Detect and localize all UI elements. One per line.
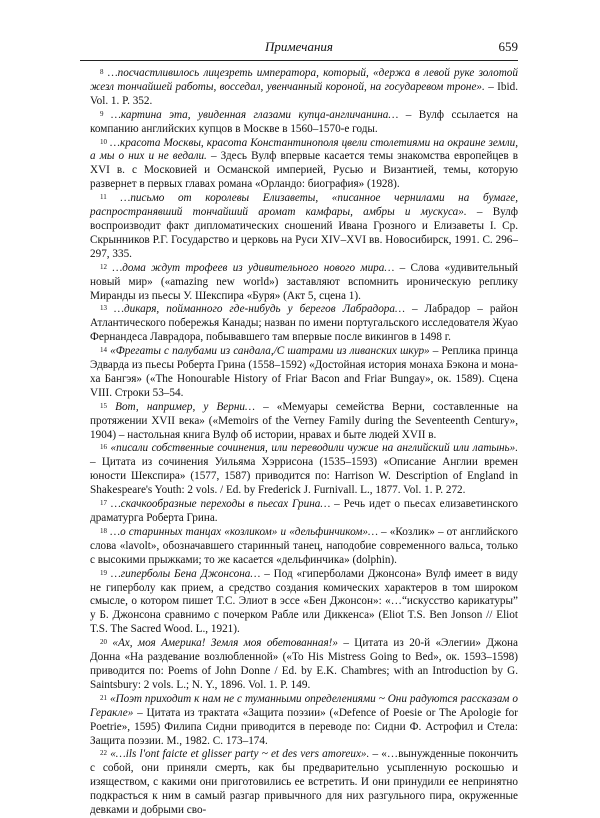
note-number: 18	[100, 526, 107, 535]
note-quote: …письмо от королевы Елизаветы, «писанное чернилами на бумаге, распространявший тончайший аромат камфары, амбры и мускуса».	[90, 192, 518, 219]
note-12	[90, 262, 518, 304]
note-quote: «писали собственные сочинения, или переводили чужие на английский или латынь».	[110, 442, 519, 455]
note-number: 16	[100, 443, 107, 452]
note-number: 17	[100, 499, 107, 508]
note-text: – Здесь Вулф впервые касается темы знакомства европейцев в XVI в. с Московией и Османской империей, Русью и Византией, темы, которую развернет в первых главах романа «Орландо: биография» (1928).	[90, 150, 518, 191]
note-quote: …дома ждут трофеев из удивительного нового мира…	[112, 261, 395, 274]
note-quote: …посчастливилось лицезреть императора, который, «держа в левой руке золотой жезл тончайшей работы, восседал, увенчанный короной, на государевом троне».	[90, 67, 518, 93]
note-9	[90, 109, 518, 137]
note-text: – Вулф ссылается на компанию английских купцов в Москве в 1560–1570-е годы.	[90, 108, 518, 135]
note-text: – Вулф воспроизводит факт дипломатических сношений Ивана Грозного и Елизаветы I. Ср. Скрынников Р.Г. Государство и церковь на Руси XIV–XVI вв. Новосибирск, 1991. С. 296–297, 335.	[90, 206, 519, 260]
note-text: – Слова «удивительный новый мир» («amazing new world») заставляют вспомнить ироническую реплику Миранды из пьесы У. Шекспира «Буря» (Акт 5, сцена 1).	[90, 261, 519, 302]
note-quote: …картина эта, увиденная глазами купца-англичанина…	[110, 108, 399, 121]
note-number: 22	[100, 749, 107, 758]
running-title: Примечания	[265, 39, 333, 54]
note-10	[90, 137, 518, 193]
note-number: 19	[100, 568, 107, 577]
note-text: – Реплика принца Эдварда из пьесы Роберта Грина (1558–1592) «Достойная история монаха Бэкона и монаха Бангэя» («The Honourable History of Friar Bacon and Friar Bungay», ок. 1589). Сцена VIII. Строки 53–54.	[90, 345, 518, 399]
note-number: 11	[100, 193, 107, 202]
note-text: – Лабрадор – район Атлантического побережья Канады; назван по имени португальского исследователя Жуао Фернандеса Лаврадора, побывавшего там впервые после викингов в 1498 г.	[90, 303, 519, 344]
note-quote: Вот, например, у Верни…	[115, 400, 255, 413]
note-number: 10	[100, 137, 107, 146]
notes-list	[90, 67, 518, 818]
note-17	[90, 498, 518, 526]
note-quote: …о старинных танцах «козликом» и «дельфинчиком»…	[110, 525, 378, 538]
note-number: 8	[100, 68, 104, 76]
note-quote: …дикаря, пойманного где-нибудь у берегов Лабрадора…	[114, 303, 405, 316]
running-header	[80, 37, 518, 57]
note-number: 14	[100, 346, 107, 355]
note-text: – «…вынужденные покончить с собой, они приняли смерть, как бы предварительно усыпленную роскошью и изяществом, с какими они приготовились ее встретить. И они принудили ее непринятно подкрасться к ним в самый разгар привычного для них разгульного пира, окруженные девками и добрыми сво-	[90, 748, 518, 817]
note-14	[90, 345, 518, 401]
note-number: 21	[100, 693, 107, 702]
note-text: – Под «гиперболами Джонсона» Вулф имеет в виду не гиперболу как прием, а средство создания комических характеров в том широком смысле, о котором пишет Т.С. Элиот в эссе «Бен Джонсон»: «…“искусство карикатуры” у Б. Джонсона сравнимо с почерком Рабле или Диккенса» (Eliot T.S. Ben Jonson // Eliot T.S. The Sacred Wood. L., 1921).	[90, 567, 518, 636]
note-quote: «Ах, моя Америка! Земля моя обетованная!»	[112, 637, 338, 650]
note-13	[90, 303, 518, 345]
note-text: – «Козлик» – от английского слова «lavolt», обозначавшего старинный танец, наподобие современного вальса, только с высокими прыжками; то же касается «дельфинчика» (dolphin).	[90, 525, 518, 566]
note-quote: …гиперболы Бена Джонсона…	[110, 567, 261, 580]
note-number: 12	[100, 262, 107, 271]
note-15	[90, 401, 518, 443]
header-rule	[80, 60, 518, 61]
note-text: – «Мемуары семейства Верни, составленные на протяжении XVII века» («Memoirs of the Verney Family during the Seventeenth Century», 1904) – настольная книга Вулф об истории, нравах и быте людей XVII в.	[90, 400, 518, 441]
note-text: – Ibid. Vol. 1. P. 352.	[90, 80, 518, 107]
note-text: – Цитата из сочинения Уильяма Хэррисона (1535–1593) «Описание Англии времен юности Шекспира» (1577, 1587) приводится по: Harrison W. Description of England in Shakespeare's Youth: 2 vols. / Ed. by Frederick J. Furnivall. L., 1877. Vol. 1. P. 272.	[90, 456, 518, 497]
note-11	[90, 192, 518, 262]
note-number: 15	[100, 401, 107, 410]
note-8	[90, 67, 518, 109]
note-16	[90, 442, 518, 498]
note-22	[90, 748, 518, 818]
note-text: – Цитата из трактата «Защита поэзии» («Defence of Poesie or The Apologie for Poetrie», 1595) Филипа Сидни приводится в переводе по: Сидни Ф. Астрофил и Стела: Защита поэзии. М., 1982. С. 173–174.	[90, 706, 518, 747]
note-number: 20	[100, 638, 107, 647]
note-quote: «Фрегаты с палубами из сандала,/С шатрами из ливанских шкур»	[110, 345, 430, 358]
note-text: – Речь идет о пьесах елизаветинского драматурга Роберта Грина.	[90, 498, 518, 524]
note-quote: …красота Москвы, красота Константинополя цвели столетиями на окраине земли, а мы о них и не ведали.	[90, 136, 518, 163]
note-quote: …скачкообразные переходы в пьесах Грина…	[110, 498, 331, 511]
note-number: 13	[100, 304, 107, 313]
note-quote: «…ils l'ont faicte et glisser party ~ et des vers amoreux».	[110, 748, 370, 761]
note-20	[90, 637, 518, 693]
page-number: 659	[498, 39, 518, 54]
note-text: – Цитата из 20-й «Элегии» Джона Донна «На раздевание возлюбленной» («To His Mistress Going to Bed», ок. 1593–1598) приводится по: Poems of John Donne / Ed. by E.K. Chambres; with an Introduction by G. Saintsbury: 2 vols. L.; N. Y., 1896. Vol. 1. P. 149.	[90, 637, 518, 691]
note-quote: «Поэт приходит к нам не с туманными определениями ~ Они радуются рассказам о Геракле»	[90, 692, 518, 719]
note-number: 9	[100, 109, 104, 118]
note-19	[90, 568, 518, 638]
note-21	[90, 693, 518, 749]
note-18	[90, 526, 518, 568]
